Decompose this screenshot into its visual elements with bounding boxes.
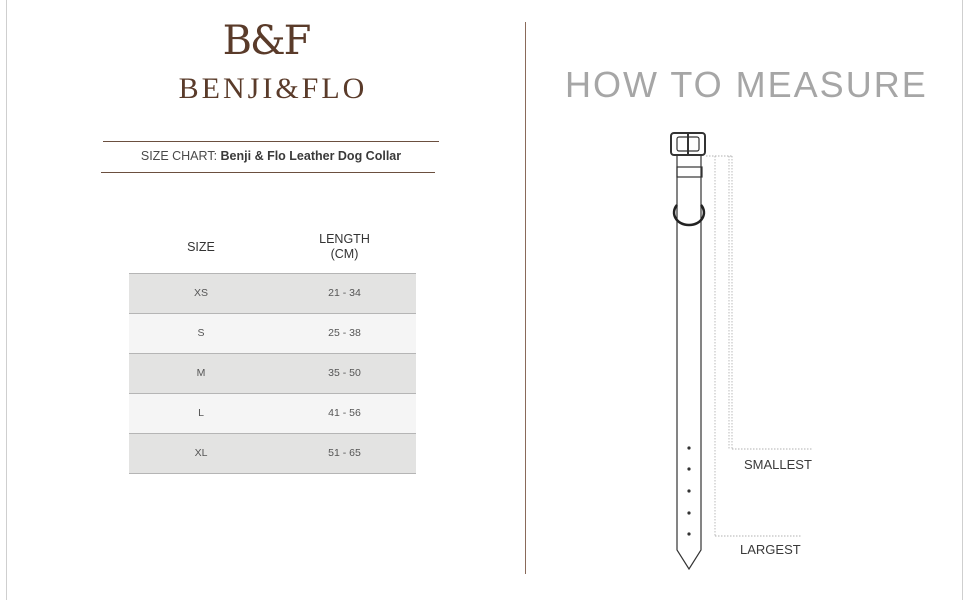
how-to-measure-title: HOW TO MEASURE	[565, 64, 928, 105]
hole-icon	[687, 532, 690, 535]
hole-icon	[687, 489, 690, 492]
length-cell: 51 - 65	[328, 447, 361, 459]
section-divider	[525, 22, 526, 574]
keeper-icon	[677, 167, 702, 177]
table-header	[129, 222, 416, 274]
table-row	[129, 354, 416, 394]
header-length-line2: (CM)	[330, 247, 359, 261]
length-cell: 25 - 38	[328, 327, 361, 339]
length-cell: 35 - 50	[328, 367, 361, 379]
size-chart-label: SIZE CHART:	[140, 149, 218, 163]
table-row	[129, 394, 416, 434]
d-ring-icon	[674, 205, 704, 225]
smallest-label: SMALLEST	[744, 457, 812, 472]
size-cell: M	[196, 367, 206, 379]
hole-icon	[687, 446, 690, 449]
header-length	[273, 232, 416, 262]
table-row	[129, 314, 416, 354]
length-cell: 21 - 34	[328, 287, 361, 299]
size-cell: XS	[193, 287, 208, 299]
size-chart-product: Benji & Flo Leather Dog Collar	[220, 149, 402, 163]
table-row	[129, 434, 416, 474]
hole-icon	[687, 467, 690, 470]
header-length-line1: LENGTH	[319, 232, 370, 246]
largest-label: LARGEST	[740, 542, 801, 557]
brand-monogram: B&F	[222, 18, 310, 64]
strap-icon	[677, 155, 701, 569]
size-cell: XL	[194, 447, 208, 459]
table-row	[129, 274, 416, 314]
brand-name: BENJI&FLO	[178, 72, 368, 105]
collar-diagram	[660, 125, 820, 575]
subtitle-rule-bottom	[101, 172, 435, 173]
hole-icon	[687, 511, 690, 514]
size-cell: S	[197, 327, 205, 339]
header-size: SIZE	[187, 240, 215, 254]
size-table	[129, 222, 416, 474]
size-cell: L	[198, 407, 204, 419]
length-cell: 41 - 56	[328, 407, 361, 419]
subtitle-rule-top	[103, 141, 439, 142]
size-chart-subtitle	[103, 149, 439, 163]
